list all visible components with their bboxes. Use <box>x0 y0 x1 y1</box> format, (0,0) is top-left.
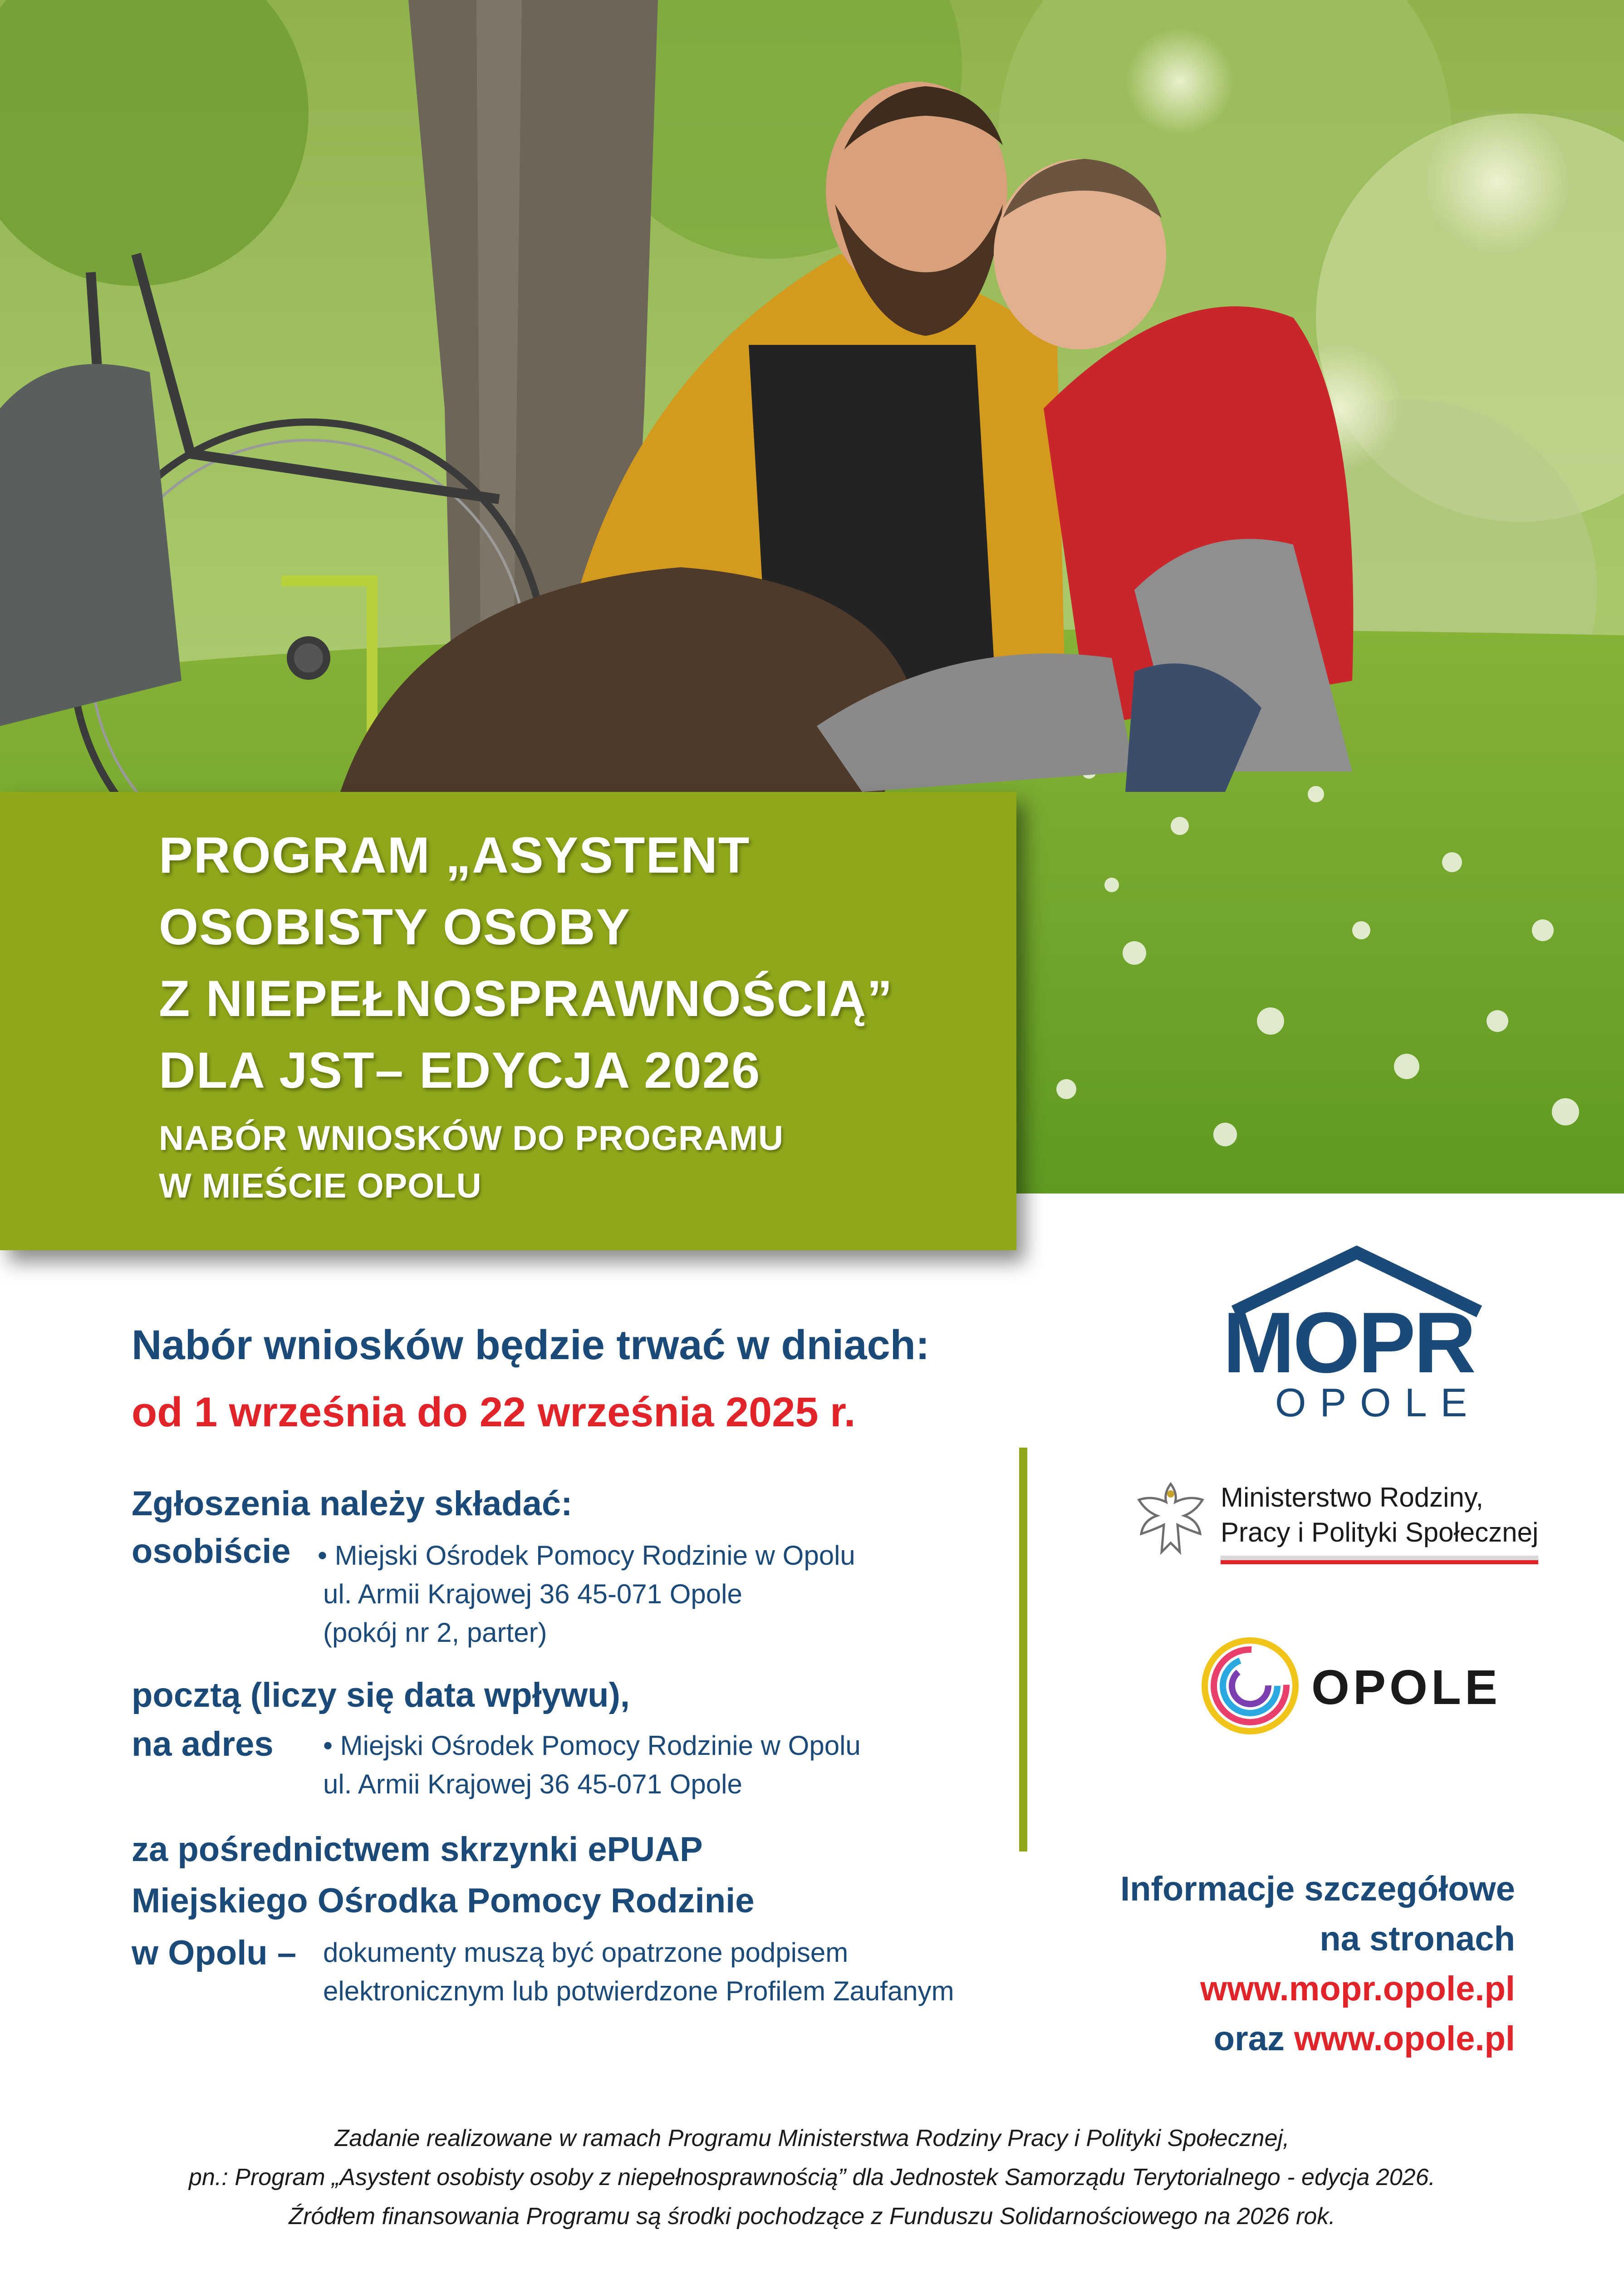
program-title-line-1: PROGRAM „ASYSTENT <box>159 827 751 884</box>
opole-website-link[interactable]: www.opole.pl <box>1294 2019 1515 2058</box>
mopr-logo <box>1216 1243 1497 1425</box>
epuap-note-line-2: elektronicznym lub potwierdzone Profilem Zaufanym <box>323 1976 954 2006</box>
epuap-line-3: w Opolu – <box>132 1934 297 1972</box>
post-label: pocztą (liczy się data wpływu), <box>132 1676 630 1714</box>
vertical-divider <box>1019 1448 1027 1852</box>
white-eagle-emblem-icon <box>1125 1475 1216 1566</box>
post-address-line-1: • Miejski Ośrodek Pomocy Rodzinie w Opolu <box>323 1730 861 1761</box>
ministry-name-line-2: Pracy i Polityki Społecznej <box>1221 1517 1539 1547</box>
in-person-label: osobiście <box>132 1532 291 1571</box>
in-person-address-line-3: (pokój nr 2, parter) <box>323 1617 547 1648</box>
program-subtitle-line-1: NABÓR WNIOSKÓW DO PROGRAMU <box>159 1119 784 1158</box>
footer-line-1: Zadanie realizowane w ramach Programu Ministerstwa Rodziny Pracy i Polityki Społecznej, <box>334 2125 1290 2151</box>
info-oraz: oraz <box>1213 2019 1285 2058</box>
epuap-note-line-1: dokumenty muszą być opatrzone podpisem <box>323 1937 849 1968</box>
submission-heading: Zgłoszenia należy składać: <box>132 1484 573 1523</box>
epuap-line-2: Miejskiego Ośrodka Pomocy Rodzinie <box>132 1881 755 1920</box>
title-panel <box>0 792 1016 1250</box>
post-address-label: na adres <box>132 1725 274 1763</box>
footer-line-2: pn.: Program „Asystent osobisty osoby z niepełnosprawnością” dla Jednostek Samorządu Terytorialnego - edycja 2026. <box>189 2164 1435 2190</box>
post-address-line-2: ul. Armii Krajowej 36 45-071 Opole <box>323 1769 742 1799</box>
dates-range: od 1 września do 22 września 2025 r. <box>132 1389 856 1435</box>
program-title-line-2: OSOBISTY OSOBY <box>159 899 631 955</box>
ministry-logo <box>1125 1475 1552 1579</box>
program-title-line-3: Z NIEPEŁNOSPRAWNOŚCIĄ” <box>159 970 893 1027</box>
ministry-grey-bar <box>1221 1556 1538 1560</box>
in-person-address-line-2: ul. Armii Krajowej 36 45-071 Opole <box>323 1579 742 1609</box>
opole-ring-icon <box>1198 1634 1302 1738</box>
mopr-logo-subtext: OPOLE <box>1275 1380 1481 1425</box>
footer-line-3: Źródłem finansowania Programu są środki pochodzące z Funduszu Solidarnościowego na 2026 rok. <box>289 2203 1335 2230</box>
dates-intro: Nabór wniosków będzie trwać w dniach: <box>132 1322 930 1368</box>
opole-city-logo <box>1198 1634 1501 1738</box>
ministry-name-line-1: Ministerstwo Rodziny, <box>1221 1482 1484 1513</box>
epuap-line-1: za pośrednictwem skrzynki ePUAP <box>132 1830 703 1869</box>
ministry-red-bar <box>1221 1560 1538 1564</box>
mopr-website-link[interactable]: www.mopr.opole.pl <box>1200 1969 1515 2008</box>
info-block <box>1120 1864 1515 2064</box>
opole-logo-text: OPOLE <box>1311 1660 1501 1714</box>
program-subtitle-line-2: W MIEŚCIE OPOLU <box>159 1167 482 1205</box>
info-line-1: Informacje szczegółowe <box>1120 1870 1515 1908</box>
program-title-line-4: DLA JST– EDYCJA 2026 <box>159 1042 761 1099</box>
in-person-address-line-1: • Miejski Ośrodek Pomocy Rodzinie w Opolu <box>318 1540 855 1571</box>
info-line-2: na stronach <box>1320 1920 1515 1958</box>
mopr-logo-text: MOPR <box>1223 1295 1474 1391</box>
